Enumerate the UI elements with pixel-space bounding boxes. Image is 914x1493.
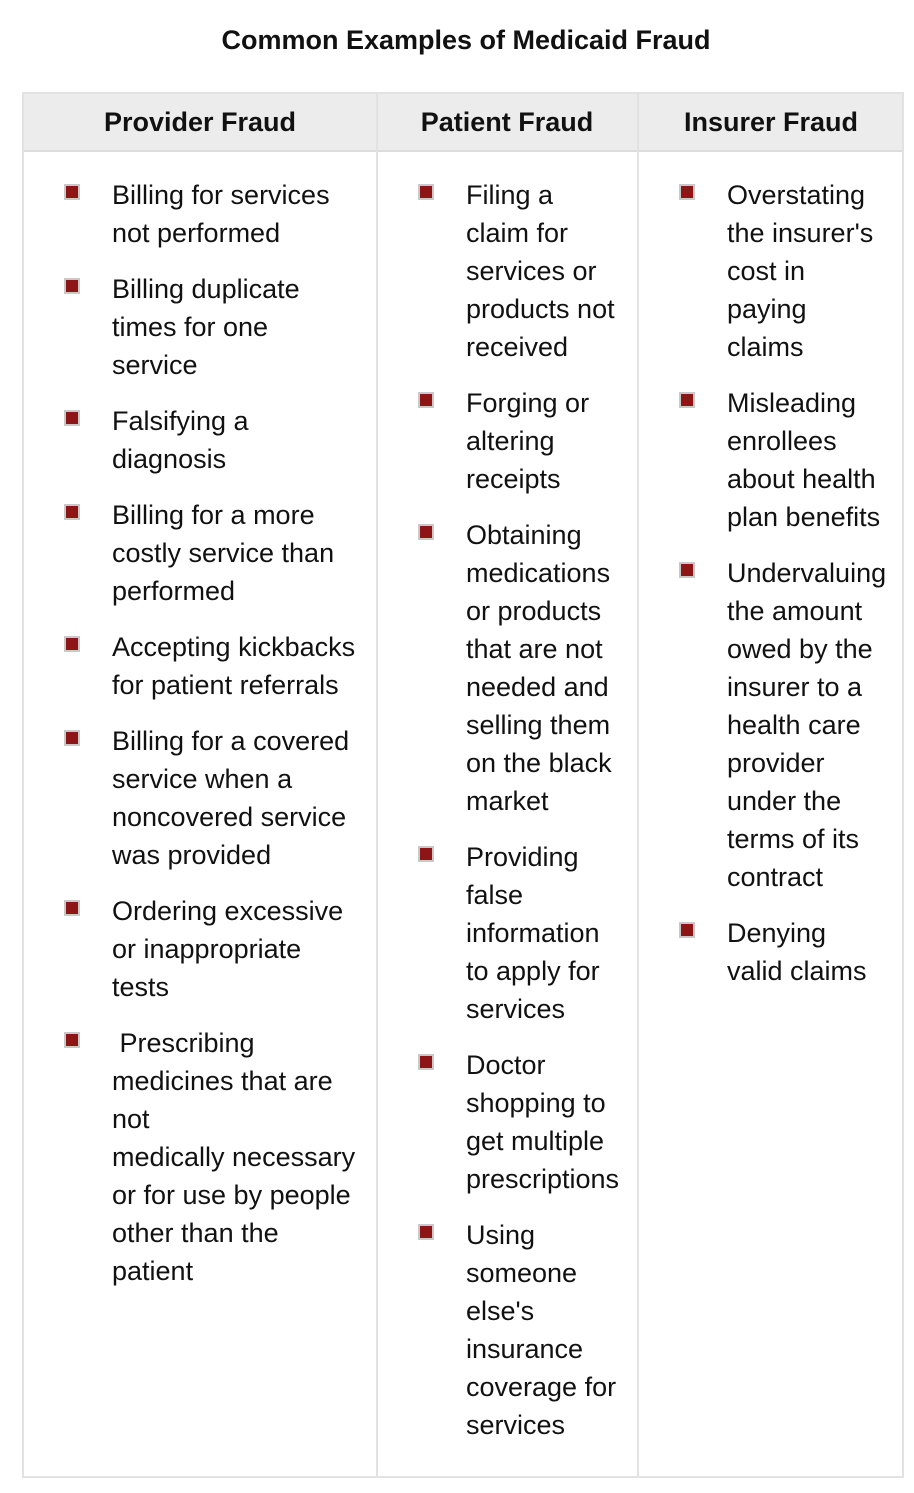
list-item-text-line: on the black: [466, 748, 612, 778]
list-item-text-line: false: [466, 880, 524, 910]
list-item-text-line: to apply for: [466, 956, 600, 986]
list-item-text-line: medicines that are: [112, 1066, 333, 1096]
list-item-text-line: medications: [466, 558, 611, 588]
list-item-text-line: Falsifying a: [112, 406, 249, 436]
table-header-row: [24, 94, 902, 152]
square-bullet-icon: [64, 504, 80, 520]
list-item: [112, 892, 374, 1006]
list-item-text-line: for patient referrals: [112, 670, 339, 700]
list-item-text-line: Providing: [466, 842, 579, 872]
list-item: [727, 176, 903, 366]
list-item-text-line: about health: [727, 464, 876, 494]
list-item-text-line: Using: [466, 1220, 536, 1250]
list-item-text-line: owed by the: [727, 634, 873, 664]
list-item-text-line: enrollees: [727, 426, 837, 456]
list-item-text-line: altering: [466, 426, 555, 456]
list-item: [466, 384, 636, 498]
list-item-text-line: Billing for a covered: [112, 726, 350, 756]
page-title: Common Examples of Medicaid Fraud: [221, 25, 711, 55]
square-bullet-icon: [64, 1032, 80, 1048]
square-bullet-icon: [418, 846, 434, 862]
list-item-text-line: insurance: [466, 1334, 584, 1364]
patient-fraud-list: [466, 176, 636, 1462]
list-item-text-line: Undervaluing: [727, 558, 887, 588]
list-item-text-line: performed: [112, 576, 236, 606]
list-item-text-line: Overstating: [727, 180, 866, 210]
square-bullet-icon: [679, 562, 695, 578]
list-item-text-line: the amount: [727, 596, 863, 626]
list-item-text-line: times for one: [112, 312, 269, 342]
list-item-text-line: patient: [112, 1256, 194, 1286]
list-item-text-line: prescriptions: [466, 1164, 620, 1194]
list-item-text-line: receipts: [466, 464, 561, 494]
list-item-text-line: Obtaining: [466, 520, 582, 550]
square-bullet-icon: [64, 184, 80, 200]
list-item-text-line: costly service than: [112, 538, 335, 568]
list-item-text-line: claim for: [466, 218, 569, 248]
list-item-text-line: not performed: [112, 218, 281, 248]
square-bullet-icon: [64, 278, 80, 294]
square-bullet-icon: [64, 636, 80, 652]
square-bullet-icon: [679, 392, 695, 408]
list-item-text-line: Denying: [727, 918, 827, 948]
square-bullet-icon: [418, 1224, 434, 1240]
list-item-text-line: Billing for services: [112, 180, 330, 210]
list-item: [466, 176, 636, 366]
square-bullet-icon: [64, 730, 80, 746]
list-item-text-line: services: [466, 1410, 566, 1440]
square-bullet-icon: [418, 392, 434, 408]
list-item: [466, 1046, 636, 1198]
list-item-text-line: diagnosis: [112, 444, 227, 474]
insurer-fraud-list: [727, 176, 903, 1008]
list-item: [112, 270, 374, 384]
list-item-text-line: coverage for: [466, 1372, 617, 1402]
square-bullet-icon: [64, 410, 80, 426]
list-item-text-line: needed and: [466, 672, 609, 702]
column-header-provider: Provider Fraud: [103, 107, 297, 137]
list-item-text-line: paying: [727, 294, 807, 324]
list-item-text-line: information: [466, 918, 600, 948]
list-item-text-line: under the: [727, 786, 842, 816]
list-item: [112, 628, 374, 704]
list-item-text-line: service when a: [112, 764, 293, 794]
list-item-text-line: market: [466, 786, 549, 816]
column-header-insurer: Insurer Fraud: [683, 107, 859, 137]
list-item-text-line: service: [112, 350, 198, 380]
list-item-text-line: received: [466, 332, 569, 362]
list-item-text-line: cost in: [727, 256, 806, 286]
list-item: [727, 384, 903, 536]
list-item-text-line: services or: [466, 256, 597, 286]
list-item-text-line: or for use by people: [112, 1180, 351, 1210]
square-bullet-icon: [679, 922, 695, 938]
list-item-text-line: Misleading: [727, 388, 857, 418]
list-item-text-line: Forging or: [466, 388, 590, 418]
list-item-text-line: tests: [112, 972, 170, 1002]
list-item-text-line: Ordering excessive: [112, 896, 344, 926]
list-item-text-line: health care: [727, 710, 861, 740]
list-item-text-line: shopping to: [466, 1088, 606, 1118]
list-item-text-line: valid claims: [727, 956, 867, 986]
list-item-text-line: contract: [727, 862, 824, 892]
list-item: [112, 722, 374, 874]
square-bullet-icon: [64, 900, 80, 916]
column-divider: [376, 94, 378, 1476]
column-divider: [637, 94, 639, 1476]
list-item-text-line: insurer to a: [727, 672, 863, 702]
list-item-text-line: not: [112, 1104, 150, 1134]
list-item-text-line: terms of its: [727, 824, 860, 854]
list-item-text-line: products not: [466, 294, 615, 324]
list-item-text-line: claims: [727, 332, 804, 362]
list-item-text-line: plan benefits: [727, 502, 881, 532]
square-bullet-icon: [679, 184, 695, 200]
list-item-text-line: get multiple: [466, 1126, 605, 1156]
list-item-text-line: noncovered service: [112, 802, 347, 832]
list-item-text-line: Filing a: [466, 180, 554, 210]
list-item-text-line: selling them: [466, 710, 611, 740]
list-item-text-line: or inappropriate: [112, 934, 302, 964]
list-item-text-line: Billing duplicate: [112, 274, 300, 304]
list-item: [112, 402, 374, 478]
fraud-table: [22, 92, 904, 1478]
list-item: [727, 914, 903, 990]
provider-fraud-list: [112, 176, 374, 1308]
list-item-text-line: Prescribing: [112, 1028, 255, 1058]
list-item: [112, 176, 374, 252]
list-item-text-line: or products: [466, 596, 602, 626]
list-item-text-line: someone: [466, 1258, 578, 1288]
list-item-text-line: medically necessary: [112, 1142, 356, 1172]
list-item-text-line: Doctor: [466, 1050, 546, 1080]
list-item: [112, 1024, 374, 1290]
list-item: [466, 516, 636, 820]
list-item-text-line: Accepting kickbacks: [112, 632, 356, 662]
list-item-text-line: other than the: [112, 1218, 279, 1248]
list-item-text-line: that are not: [466, 634, 603, 664]
list-item: [112, 496, 374, 610]
list-item-text-line: services: [466, 994, 566, 1024]
list-item-text-line: else's: [466, 1296, 535, 1326]
list-item-text-line: the insurer's: [727, 218, 874, 248]
list-item: [727, 554, 903, 896]
square-bullet-icon: [418, 524, 434, 540]
list-item: [466, 1216, 636, 1444]
list-item-text-line: Billing for a more: [112, 500, 315, 530]
square-bullet-icon: [418, 184, 434, 200]
list-item-text-line: provider: [727, 748, 825, 778]
list-item-text-line: was provided: [112, 840, 272, 870]
list-item: [466, 838, 636, 1028]
square-bullet-icon: [418, 1054, 434, 1070]
column-header-patient: Patient Fraud: [420, 107, 594, 137]
